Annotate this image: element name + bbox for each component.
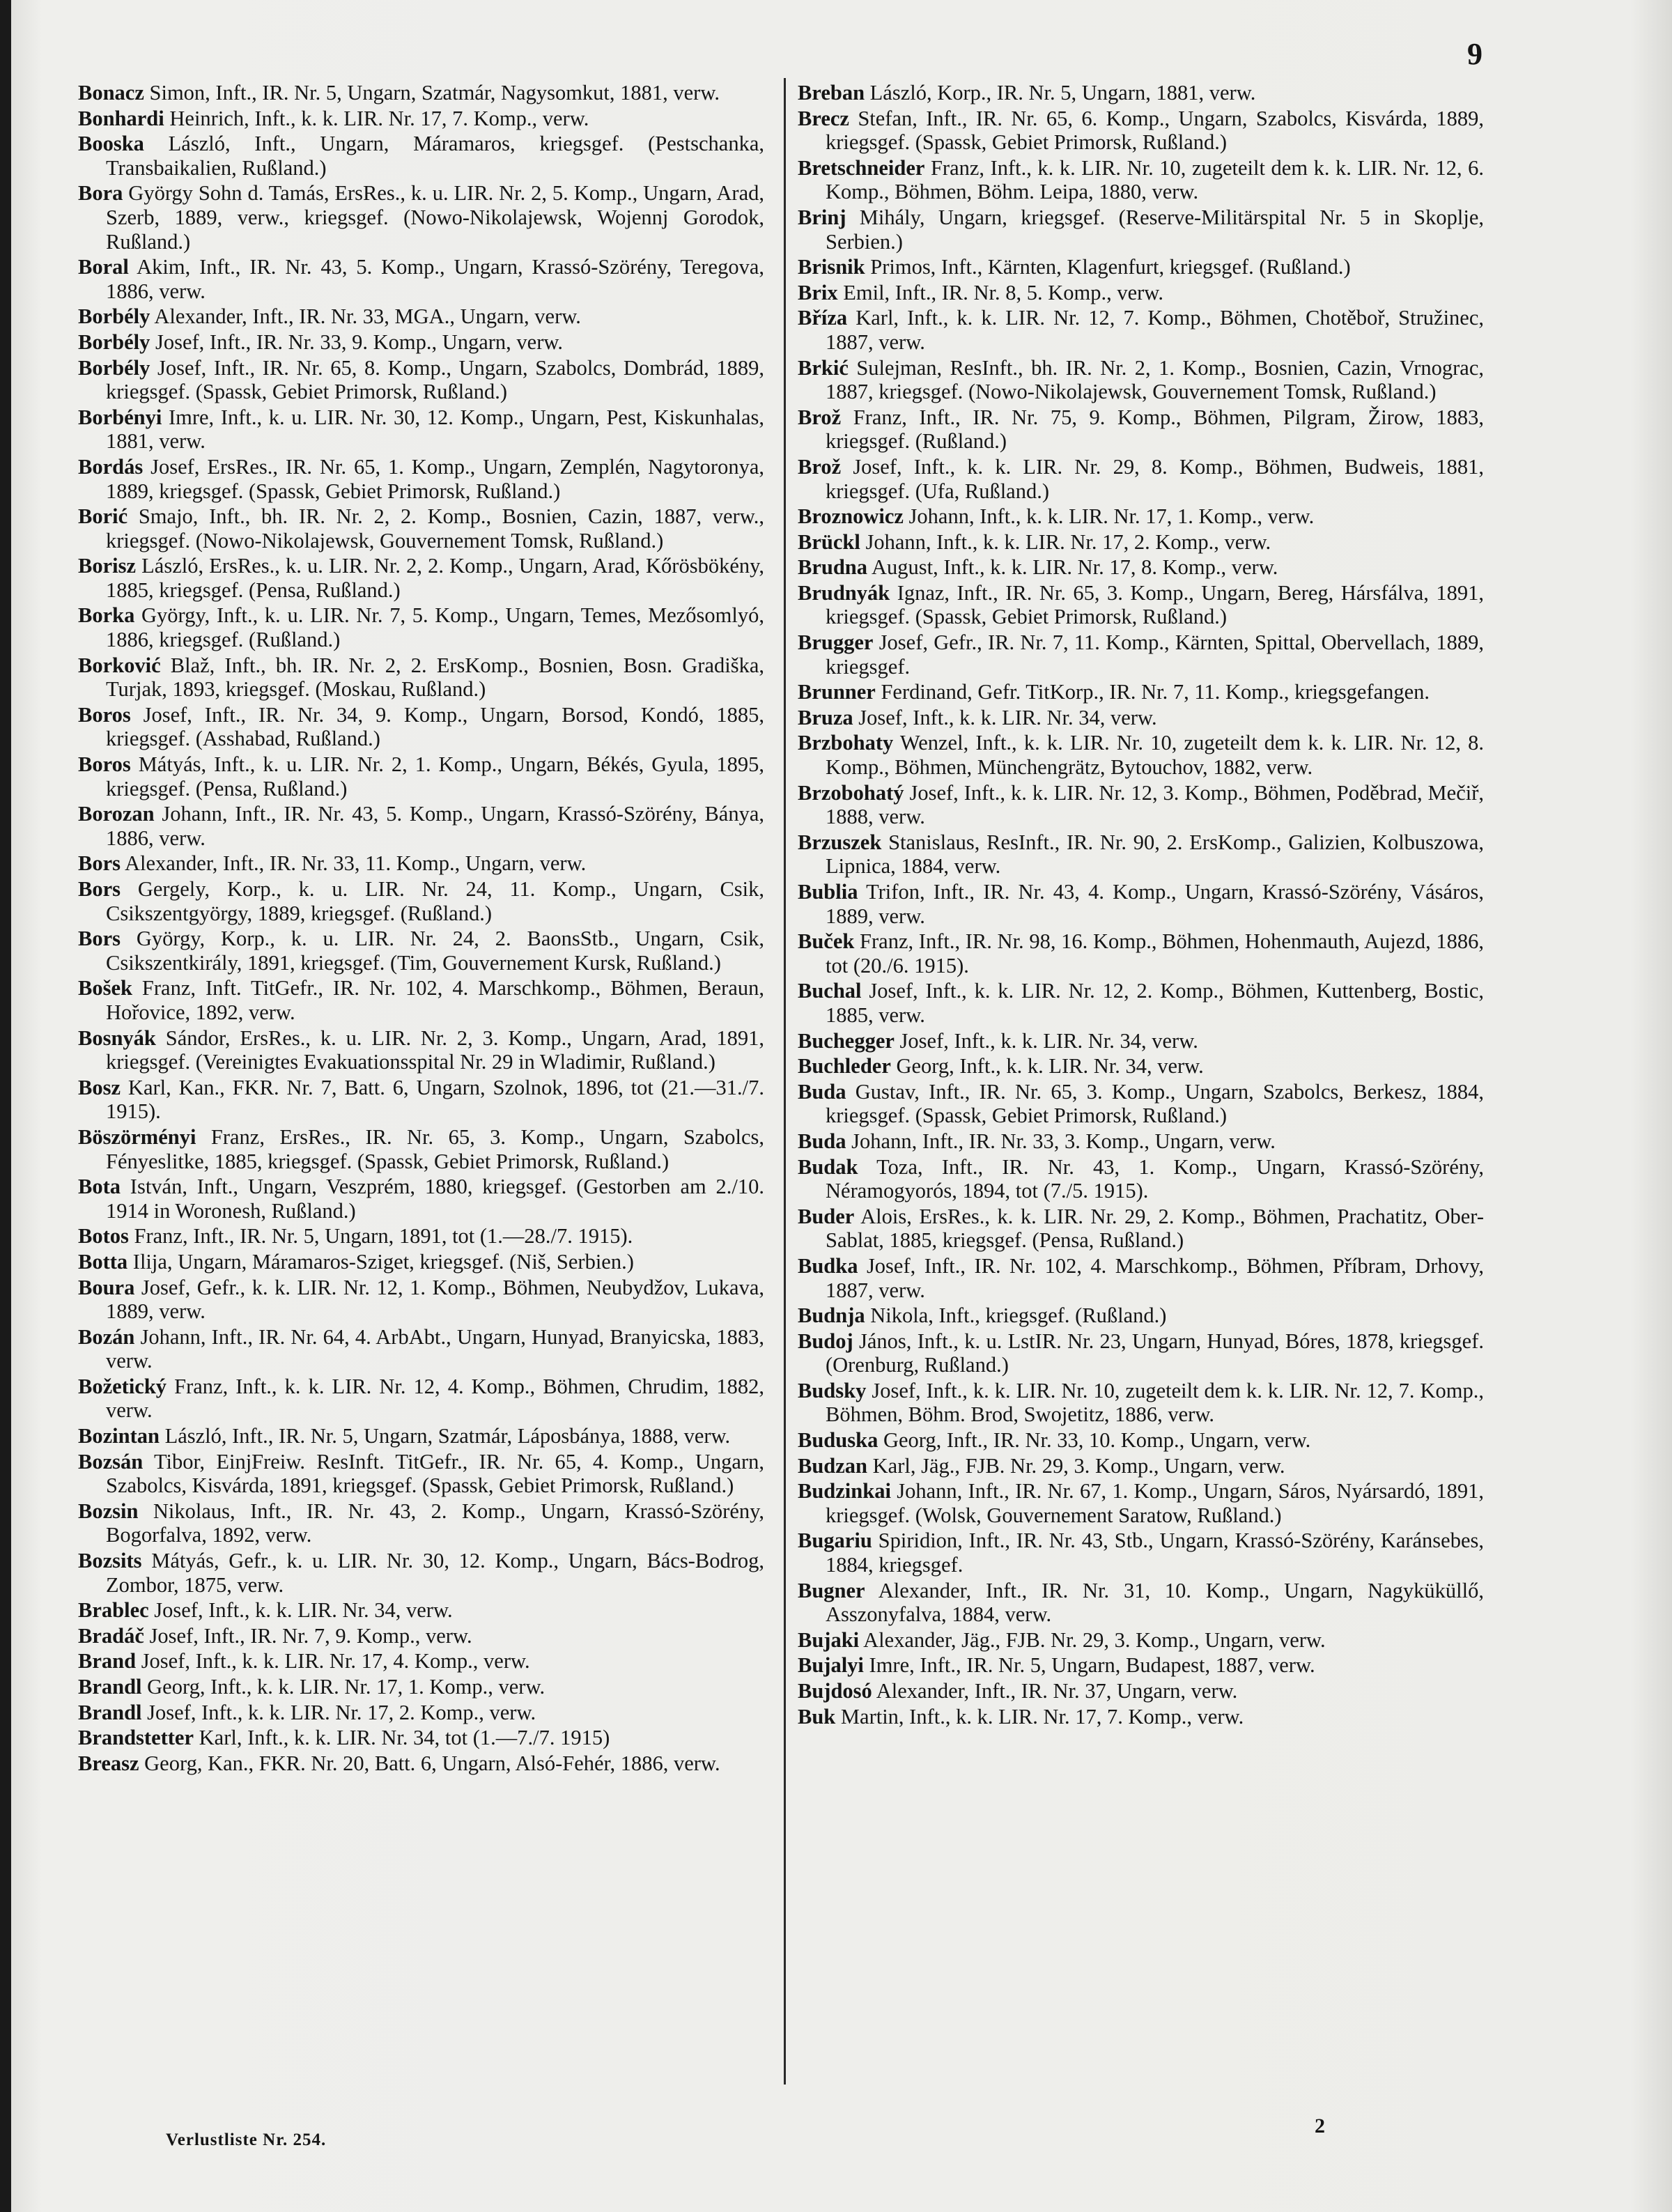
entry-details: Josef, Inft., k. k. LIR. Nr. 10, zugeteilt dem k. k. LIR. Nr. 12, 7. Komp., Böhmen, Böhm. Brod, Swojetitz, 1886, verw. [826, 1378, 1484, 1427]
entry-surname: Brandl [78, 1700, 142, 1724]
list-entry [78, 603, 764, 651]
list-entry [798, 281, 1484, 305]
list-entry [78, 1276, 764, 1324]
entry-details: Ilija, Ungarn, Máramaros-Sziget, kriegsgef. (Niš, Serbien.) [132, 1249, 634, 1274]
entry-details: Ignaz, Inft., IR. Nr. 65, 3. Komp., Ungarn, Bereg, Hársfálva, 1891, kriegsgef. (Spassk, Gebiet Primorsk, Rußland.) [826, 580, 1485, 629]
entry-details: Franz, Inft., IR. Nr. 98, 16. Komp., Böhmen, Hohenmauth, Aujezd, 1886, tot (20./6. 1915). [826, 929, 1485, 977]
list-entry [798, 306, 1484, 354]
entry-details: Trifon, Inft., IR. Nr. 43, 4. Komp., Ungarn, Krassó-Szörény, Vásáros, 1889, verw. [826, 880, 1484, 928]
entry-surname: Božetický [78, 1374, 167, 1398]
list-entry [798, 1454, 1484, 1478]
entry-details: Johann, Inft., k. k. LIR. Nr. 17, 1. Komp., verw. [908, 504, 1315, 529]
entry-surname: Brinj [798, 205, 846, 229]
entry-surname: Borbély [78, 304, 150, 329]
list-entry [798, 1479, 1484, 1527]
entry-surname: Botta [78, 1249, 128, 1274]
list-entry [78, 1250, 764, 1274]
entry-surname: Budoj [798, 1329, 853, 1353]
entry-details: Martin, Inft., k. k. LIR. Nr. 17, 7. Komp., verw. [840, 1704, 1244, 1728]
entry-surname: Bujalyi [798, 1653, 864, 1678]
entry-surname: Brablec [78, 1598, 149, 1623]
entry-surname: Breasz [78, 1751, 139, 1775]
entry-surname: Boros [78, 752, 131, 777]
entry-details: Johann, Inft., IR. Nr. 43, 5. Komp., Ungarn, Krassó-Szörény, Bánya, 1886, verw. [106, 802, 764, 850]
entry-surname: Budzan [798, 1453, 868, 1478]
entry-details: Johann, Inft., IR. Nr. 33, 3. Komp., Ungarn, verw. [851, 1129, 1276, 1153]
entry-details: György, Inft., k. u. LIR. Nr. 7, 5. Komp., Ungarn, Temes, Mezősomlyó, 1886, kriegsgef. (Rußland.) [106, 603, 765, 652]
footer-sheet-number: 2 [1315, 2114, 1325, 2137]
list-entry [798, 1679, 1484, 1703]
entry-details: Alexander, Inft., IR. Nr. 37, Ungarn, verw. [876, 1679, 1238, 1703]
entry-surname: Budnja [798, 1304, 865, 1328]
entry-surname: Bozsán [78, 1449, 144, 1474]
entry-details: Karl, Kan., FKR. Nr. 7, Batt. 6, Ungarn, Szolnok, 1896, tot (21.—31./7. 1915). [106, 1075, 764, 1124]
entry-surname: Bora [78, 181, 123, 206]
entry-surname: Brugger [798, 631, 874, 655]
entry-surname: Borka [78, 603, 135, 628]
list-entry [798, 555, 1484, 580]
entry-surname: Budak [798, 1154, 858, 1179]
entry-surname: Bonhardi [78, 106, 164, 130]
list-entry [78, 1375, 764, 1423]
list-entry [798, 1379, 1484, 1427]
entry-details: Josef, Inft., k. k. LIR. Nr. 29, 8. Komp., Böhmen, Budweis, 1881, kriegsgef. (Ufa, Rußland.) [826, 454, 1484, 503]
entry-details: Primos, Inft., Kärnten, Klagenfurt, kriegsgef. (Rußland.) [870, 255, 1351, 279]
list-entry [78, 1598, 764, 1623]
entry-surname: Brzobohatý [798, 780, 904, 805]
list-entry [78, 1125, 764, 1173]
entry-surname: Brecz [798, 106, 849, 130]
list-entry [798, 680, 1484, 704]
entry-details: Imre, Inft., k. u. LIR. Nr. 30, 12. Komp., Ungarn, Pest, Kiskunhalas, 1881, verw. [106, 405, 765, 454]
entry-surname: Brückl [798, 529, 860, 554]
entry-surname: Bors [78, 927, 121, 951]
list-entry [78, 976, 764, 1024]
entry-details: Sándor, ErsRes., k. u. LIR. Nr. 2, 3. Komp., Ungarn, Arad, 1891, kriegsgef. (Vereinigtes Evakuationsspital Nr. 29 in Wladimir, Rußland.) [106, 1026, 764, 1074]
entry-details: Emil, Inft., IR. Nr. 8, 5. Komp., verw. [843, 280, 1163, 304]
list-entry [78, 1751, 764, 1776]
right-column [798, 81, 1484, 1730]
list-entry [798, 1129, 1484, 1154]
list-entry [798, 1329, 1484, 1377]
entry-surname: Bříza [798, 306, 848, 330]
entry-surname: Broznowicz [798, 504, 904, 529]
entry-surname: Booska [78, 132, 144, 156]
list-entry [798, 1705, 1484, 1729]
entry-details: Alexander, Inft., IR. Nr. 33, MGA., Ungarn, verw. [154, 304, 581, 329]
list-entry [78, 752, 764, 801]
list-entry [78, 877, 764, 925]
entry-details: Tibor, EinjFreiw. ResInft. TitGefr., IR. Nr. 65, 4. Komp., Ungarn, Szabolcs, Kisvárda, 1891, kriegsgef. (Spassk, Gebiet Primorsk, Rußland.) [106, 1449, 764, 1498]
entry-surname: Bruza [798, 705, 853, 729]
entry-surname: Brož [798, 454, 842, 479]
entry-surname: Böszörményi [78, 1124, 196, 1149]
list-entry [78, 1224, 764, 1248]
entry-details: Ferdinand, Gefr. TitKorp., IR. Nr. 7, 11. Komp., kriegsgefangen. [881, 680, 1430, 704]
entry-details: Georg, Inft., IR. Nr. 33, 10. Komp., Ungarn, verw. [883, 1428, 1311, 1453]
list-entry [798, 1628, 1484, 1653]
entry-surname: Bota [78, 1175, 121, 1199]
list-entry [798, 631, 1484, 679]
entry-details: Mátyás, Gefr., k. u. LIR. Nr. 30, 12. Komp., Ungarn, Bács-Bodrog, Zombor, 1875, verw. [106, 1549, 765, 1597]
page-number: 9 [1467, 37, 1483, 71]
entry-details: Josef, Inft., k. k. LIR. Nr. 17, 4. Komp., verw. [141, 1649, 530, 1673]
entry-details: Georg, Kan., FKR. Nr. 20, Batt. 6, Ungarn, Alsó-Fehér, 1886, verw. [144, 1751, 720, 1775]
entry-surname: Bretschneider [798, 155, 925, 180]
entry-details: Mihály, Ungarn, kriegsgef. (Reserve-Militärspital Nr. 5 in Skoplje, Serbien.) [826, 205, 1484, 254]
footer-list-number: Verlustliste Nr. 254. [166, 2130, 327, 2149]
entry-details: Johann, Inft., IR. Nr. 67, 1. Komp., Ungarn, Sáros, Nyársardó, 1891, kriegsgef. (Wolsk, Gouvernement Saratow, Rußland.) [826, 1479, 1484, 1527]
list-entry [78, 1499, 764, 1547]
entry-details: August, Inft., k. k. LIR. Nr. 17, 8. Komp., verw. [871, 555, 1278, 580]
entry-surname: Boura [78, 1275, 135, 1299]
list-entry [78, 504, 764, 552]
list-entry [78, 330, 764, 355]
entry-surname: Buček [798, 929, 855, 954]
entry-details: Akim, Inft., IR. Nr. 43, 5. Komp., Ungarn, Krassó-Szörény, Teregova, 1886, verw. [106, 255, 765, 303]
entry-details: Nikolaus, Inft., IR. Nr. 43, 2. Komp., Ungarn, Krassó-Szörény, Bogorfalva, 1892, verw. [106, 1499, 764, 1547]
list-entry [78, 1026, 764, 1074]
entry-details: Franz, Inft., k. k. LIR. Nr. 12, 4. Komp., Böhmen, Chrudim, 1882, verw. [106, 1374, 765, 1423]
list-entry [78, 1549, 764, 1597]
entry-details: Josef, Gefr., IR. Nr. 7, 11. Komp., Kärnten, Spittal, Obervellach, 1889, kriegsgef. [826, 631, 1485, 679]
entry-details: Josef, Gefr., k. k. LIR. Nr. 12, 1. Komp., Böhmen, Neubydžov, Lukava, 1889, verw. [106, 1275, 765, 1324]
entry-details: Josef, Inft., k. k. LIR. Nr. 34, verw. [899, 1028, 1198, 1053]
list-entry [78, 304, 764, 329]
list-entry [798, 1029, 1484, 1053]
entry-surname: Borbély [78, 355, 150, 380]
entry-surname: Buchegger [798, 1028, 895, 1053]
entry-details: Simon, Inft., IR. Nr. 5, Ungarn, Szatmár, Nagysomkut, 1881, verw. [149, 81, 720, 105]
list-entry [798, 1155, 1484, 1203]
entry-surname: Bosz [78, 1075, 121, 1099]
entry-details: János, Inft., k. u. LstIR. Nr. 23, Ungarn, Hunyad, Bóres, 1878, kriegsgef. (Orenburg, Rußland.) [826, 1329, 1484, 1377]
entry-details: Josef, Inft., k. k. LIR. Nr. 34, verw. [154, 1598, 453, 1623]
entry-surname: Brix [798, 280, 838, 304]
entry-details: Gustav, Inft., IR. Nr. 65, 3. Komp., Ungarn, Szabolcs, Berkesz, 1884, kriegsgef. (Spassk, Gebiet Primorsk, Rußland.) [826, 1079, 1484, 1128]
entry-details: Smajo, Inft., bh. IR. Nr. 2, 2. Komp., Bosnien, Cazin, 1887, verw., kriegsgef. (Nowo-Nikolajewsk, Gouvernement Tomsk, Rußland.) [106, 504, 765, 552]
entry-surname: Buduska [798, 1428, 878, 1453]
list-entry [78, 255, 764, 303]
entry-surname: Borbély [78, 330, 150, 354]
list-entry [78, 132, 764, 180]
entry-surname: Boros [78, 702, 131, 727]
entry-details: László, Korp., IR. Nr. 5, Ungarn, 1881, verw. [869, 81, 1256, 105]
entry-surname: Buda [798, 1079, 846, 1104]
entry-surname: Brzbohaty [798, 731, 894, 755]
entry-surname: Borić [78, 504, 128, 529]
list-entry [78, 1325, 764, 1373]
list-entry [78, 181, 764, 254]
list-entry [798, 929, 1484, 977]
list-entry [78, 1726, 764, 1750]
entry-details: Georg, Inft., k. k. LIR. Nr. 17, 1. Komp., verw. [147, 1675, 545, 1699]
list-entry [78, 405, 764, 454]
list-entry [78, 554, 764, 602]
entry-surname: Brkić [798, 355, 849, 380]
entry-details: Josef, Inft., k. k. LIR. Nr. 34, verw. [858, 705, 1157, 729]
list-entry [78, 1701, 764, 1725]
entry-details: Nikola, Inft., kriegsgef. (Rußland.) [870, 1304, 1167, 1328]
list-entry [798, 781, 1484, 829]
list-entry [798, 405, 1484, 454]
entry-surname: Brudnyák [798, 580, 890, 605]
left-column [78, 81, 764, 1777]
entry-surname: Buchleder [798, 1054, 891, 1078]
entry-surname: Buk [798, 1704, 836, 1728]
entry-details: Toza, Inft., IR. Nr. 43, 1. Komp., Ungarn, Krassó-Szörény, Néramogyorós, 1894, tot (7./5. 1915). [826, 1154, 1485, 1203]
list-entry [798, 530, 1484, 555]
list-entry [78, 802, 764, 850]
entry-details: László, ErsRes., k. u. LIR. Nr. 2, 2. Komp., Ungarn, Arad, Kőrösbökény, 1885, kriegsgef. (Pensa, Rußland.) [106, 554, 765, 602]
list-entry [798, 206, 1484, 254]
entry-surname: Brož [798, 405, 842, 429]
entry-details: Karl, Jäg., FJB. Nr. 29, 3. Komp., Ungarn, verw. [872, 1453, 1285, 1478]
entry-surname: Buda [798, 1129, 846, 1153]
list-entry [798, 581, 1484, 629]
entry-surname: Botos [78, 1224, 129, 1248]
scan-edge [0, 0, 11, 2212]
entry-details: Alexander, Inft., IR. Nr. 31, 10. Komp., Ungarn, Nagyküküllő, Asszonyfalva, 1884, verw. [826, 1578, 1484, 1627]
list-entry [78, 1175, 764, 1223]
list-entry [78, 653, 764, 702]
list-entry [798, 979, 1484, 1027]
entry-surname: Bugariu [798, 1529, 872, 1553]
list-entry [798, 1529, 1484, 1577]
list-entry [798, 706, 1484, 730]
entry-details: László, Inft., IR. Nr. 5, Ungarn, Szatmár, Láposbánya, 1888, verw. [164, 1424, 731, 1448]
list-entry [798, 107, 1484, 155]
entry-surname: Budzinkai [798, 1479, 891, 1503]
list-entry [798, 830, 1484, 879]
list-entry [78, 851, 764, 876]
list-entry [78, 107, 764, 131]
list-entry [798, 81, 1484, 105]
entry-details: Josef, Inft., IR. Nr. 65, 8. Komp., Ungarn, Szabolcs, Dombrád, 1889, kriegsgef. (Spassk, Gebiet Primorsk, Rußland.) [106, 355, 764, 404]
list-entry [798, 356, 1484, 404]
list-entry [798, 255, 1484, 279]
entry-details: Josef, Inft., k. k. LIR. Nr. 12, 2. Komp., Böhmen, Kuttenberg, Bostic, 1885, verw. [826, 979, 1484, 1027]
entry-details: Johann, Inft., k. k. LIR. Nr. 17, 2. Komp., verw. [865, 529, 1271, 554]
list-entry [78, 356, 764, 404]
entry-details: Mátyás, Inft., k. u. LIR. Nr. 2, 1. Komp., Ungarn, Békés, Gyula, 1895, kriegsgef. (Pensa, Rußland.) [106, 752, 764, 801]
entry-surname: Borisz [78, 554, 137, 578]
list-entry [78, 927, 764, 975]
entry-surname: Brunner [798, 680, 876, 704]
entry-surname: Buder [798, 1204, 855, 1228]
entry-surname: Bors [78, 851, 121, 876]
entry-details: György, Korp., k. u. LIR. Nr. 24, 2. BaonsStb., Ungarn, Csik, Csikszentkirály, 1891, kriegsgef. (Tim, Gouvernement Kursk, Rußland.) [106, 927, 765, 975]
entry-surname: Bozsits [78, 1549, 142, 1573]
entry-details: Josef, Inft., k. k. LIR. Nr. 12, 3. Komp., Böhmen, Poděbrad, Mečiř, 1888, verw. [826, 780, 1484, 829]
entry-details: Alexander, Inft., IR. Nr. 33, 11. Komp., Ungarn, verw. [124, 851, 587, 876]
list-entry [78, 1649, 764, 1673]
entry-details: Alois, ErsRes., k. k. LIR. Nr. 29, 2. Komp., Böhmen, Prachatitz, Ober-Sablat, 1885, kriegsgef. (Pensa, Rußland.) [826, 1204, 1484, 1253]
entry-details: Gergely, Korp., k. u. LIR. Nr. 24, 11. Komp., Ungarn, Csik, Csikszentgyörgy, 1889, kriegsgef. (Rußland.) [106, 877, 765, 925]
entry-details: Alexander, Jäg., FJB. Nr. 29, 3. Komp., Ungarn, verw. [863, 1627, 1326, 1652]
list-entry [798, 455, 1484, 503]
entry-details: Georg, Inft., k. k. LIR. Nr. 34, verw. [896, 1054, 1204, 1078]
entry-details: Blaž, Inft., bh. IR. Nr. 2, 2. ErsKomp., Bosnien, Bosn. Gradiška, Turjak, 1893, kriegsgef. (Moskau, Rußland.) [106, 653, 765, 702]
entry-details: Josef, Inft., IR. Nr. 34, 9. Komp., Ungarn, Borsod, Kondó, 1885, kriegsgef. (Asshabad, Rußland.) [106, 702, 765, 751]
entry-surname: Bošek [78, 976, 132, 1000]
entry-surname: Borbényi [78, 405, 162, 429]
entry-details: Josef, Inft., IR. Nr. 102, 4. Marschkomp., Böhmen, Příbram, Drhovy, 1887, verw. [826, 1253, 1484, 1302]
list-entry [798, 1428, 1484, 1453]
entry-surname: Bozán [78, 1324, 135, 1349]
list-entry [798, 156, 1484, 204]
entry-surname: Budsky [798, 1378, 867, 1402]
list-entry [78, 1450, 764, 1498]
entry-surname: Bujdosó [798, 1679, 872, 1703]
entry-details: Stefan, Inft., IR. Nr. 65, 6. Komp., Ungarn, Szabolcs, Kisvárda, 1889, kriegsgef. (Spassk, Gebiet Primorsk, Rußland.) [826, 106, 1485, 155]
entry-surname: Brisnik [798, 255, 865, 279]
entry-details: Karl, Inft., k. k. LIR. Nr. 34, tot (1.—7./7. 1915) [199, 1726, 610, 1750]
entry-details: Imre, Inft., IR. Nr. 5, Ungarn, Budapest, 1887, verw. [869, 1653, 1315, 1678]
entry-details: Franz, Inft., k. k. LIR. Nr. 10, zugeteilt dem k. k. LIR. Nr. 12, 6. Komp., Böhmen, Böhm. Leipa, 1880, verw. [826, 155, 1485, 204]
entry-details: Johann, Inft., IR. Nr. 64, 4. ArbAbt., Ungarn, Hunyad, Branyicska, 1883, verw. [106, 1324, 765, 1373]
entry-surname: Breban [798, 81, 865, 105]
entry-surname: Brudna [798, 555, 868, 580]
entry-surname: Bozintan [78, 1424, 160, 1448]
entry-details: Wenzel, Inft., k. k. LIR. Nr. 10, zugeteilt dem k. k. LIR. Nr. 12, 8. Komp., Böhmen, Münchengrätz, Bytouchov, 1882, verw. [826, 731, 1484, 780]
entry-surname: Bosnyák [78, 1026, 156, 1050]
entry-surname: Brandstetter [78, 1726, 194, 1750]
entry-surname: Bradáč [78, 1623, 144, 1648]
list-entry [78, 1076, 764, 1124]
list-entry [78, 1624, 764, 1648]
list-entry [798, 1579, 1484, 1627]
entry-surname: Brandl [78, 1675, 142, 1699]
entry-surname: Boral [78, 255, 129, 279]
entry-surname: Brand [78, 1649, 137, 1673]
list-entry [78, 703, 764, 751]
entry-surname: Bugner [798, 1578, 865, 1602]
list-entry [798, 1205, 1484, 1253]
entry-details: László, Inft., Ungarn, Máramaros, kriegsgef. (Pestschanka, Transbaikalien, Rußland.) [106, 132, 764, 180]
entry-surname: Bujaki [798, 1627, 860, 1652]
column-divider [784, 78, 786, 2085]
list-entry [798, 1054, 1484, 1078]
entry-details: Stanislaus, ResInft., IR. Nr. 90, 2. ErsKomp., Galizien, Kolbuszowa, Lipnica, 1884, verw. [826, 830, 1485, 879]
list-entry [78, 1424, 764, 1448]
list-entry [798, 880, 1484, 928]
entry-details: Franz, Inft., IR. Nr. 5, Ungarn, 1891, tot (1.—28./7. 1915). [134, 1224, 633, 1248]
entry-details: Franz, ErsRes., IR. Nr. 65, 3. Komp., Ungarn, Szabolcs, Fényeslitke, 1885, kriegsgef. (Spassk, Gebiet Primorsk, Rußland.) [106, 1124, 765, 1173]
entry-details: Josef, ErsRes., IR. Nr. 65, 1. Komp., Ungarn, Zemplén, Nagytoronya, 1889, kriegsgef. (Spassk, Gebiet Primorsk, Rußland.) [106, 454, 765, 503]
entry-details: Franz, Inft. TitGefr., IR. Nr. 102, 4. Marschkomp., Böhmen, Beraun, Hořovice, 1892, verw. [106, 976, 764, 1024]
entry-details: György Sohn d. Tamás, ErsRes., k. u. LIR. Nr. 2, 5. Komp., Ungarn, Arad, Szerb, 1889, verw., kriegsgef. (Nowo-Nikolajewsk, Wojennj Gorodok, Rußland.) [106, 181, 764, 254]
entry-details: Sulejman, ResInft., bh. IR. Nr. 2, 1. Komp., Bosnien, Cazin, Vrnograc, 1887, kriegsgef. (Nowo-Nikolajewsk, Gouvernement Tomsk, Rußland.) [826, 355, 1484, 404]
entry-details: Josef, Inft., IR. Nr. 33, 9. Komp., Ungarn, verw. [155, 330, 564, 354]
entry-surname: Bordás [78, 454, 144, 479]
list-entry [798, 731, 1484, 779]
entry-details: Karl, Inft., k. k. LIR. Nr. 12, 7. Komp., Böhmen, Chotěboř, Stružinec, 1887, verw. [826, 306, 1484, 354]
entry-surname: Bozsin [78, 1499, 139, 1523]
entry-surname: Bors [78, 877, 121, 901]
list-entry [78, 1675, 764, 1699]
entry-surname: Borković [78, 653, 161, 677]
entry-surname: Bonacz [78, 81, 144, 105]
entry-details: István, Inft., Ungarn, Veszprém, 1880, kriegsgef. (Gestorben am 2./10. 1914 in Woronesh, Rußland.) [106, 1175, 764, 1223]
entry-details: Josef, Inft., k. k. LIR. Nr. 17, 2. Komp., verw. [147, 1700, 536, 1724]
list-entry [798, 1304, 1484, 1328]
list-entry [798, 1080, 1484, 1128]
list-entry [78, 455, 764, 503]
list-entry [798, 504, 1484, 529]
entry-details: Spiridion, Inft., IR. Nr. 43, Stb., Ungarn, Krassó-Szörény, Karánsebes, 1884, kriegsgef. [826, 1529, 1484, 1577]
list-entry [78, 81, 764, 105]
list-entry [798, 1653, 1484, 1678]
entry-surname: Budka [798, 1253, 858, 1278]
entry-details: Franz, Inft., IR. Nr. 75, 9. Komp., Böhmen, Pilgram, Žirow, 1883, kriegsgef. (Rußland.) [826, 405, 1484, 454]
entry-surname: Brzuszek [798, 830, 882, 854]
list-entry [798, 1254, 1484, 1302]
entry-surname: Bublia [798, 880, 858, 904]
entry-details: Josef, Inft., IR. Nr. 7, 9. Komp., verw. [149, 1623, 472, 1648]
entry-surname: Borozan [78, 802, 155, 826]
entry-surname: Buchal [798, 979, 862, 1003]
entry-details: Heinrich, Inft., k. k. LIR. Nr. 17, 7. Komp., verw. [169, 106, 589, 130]
